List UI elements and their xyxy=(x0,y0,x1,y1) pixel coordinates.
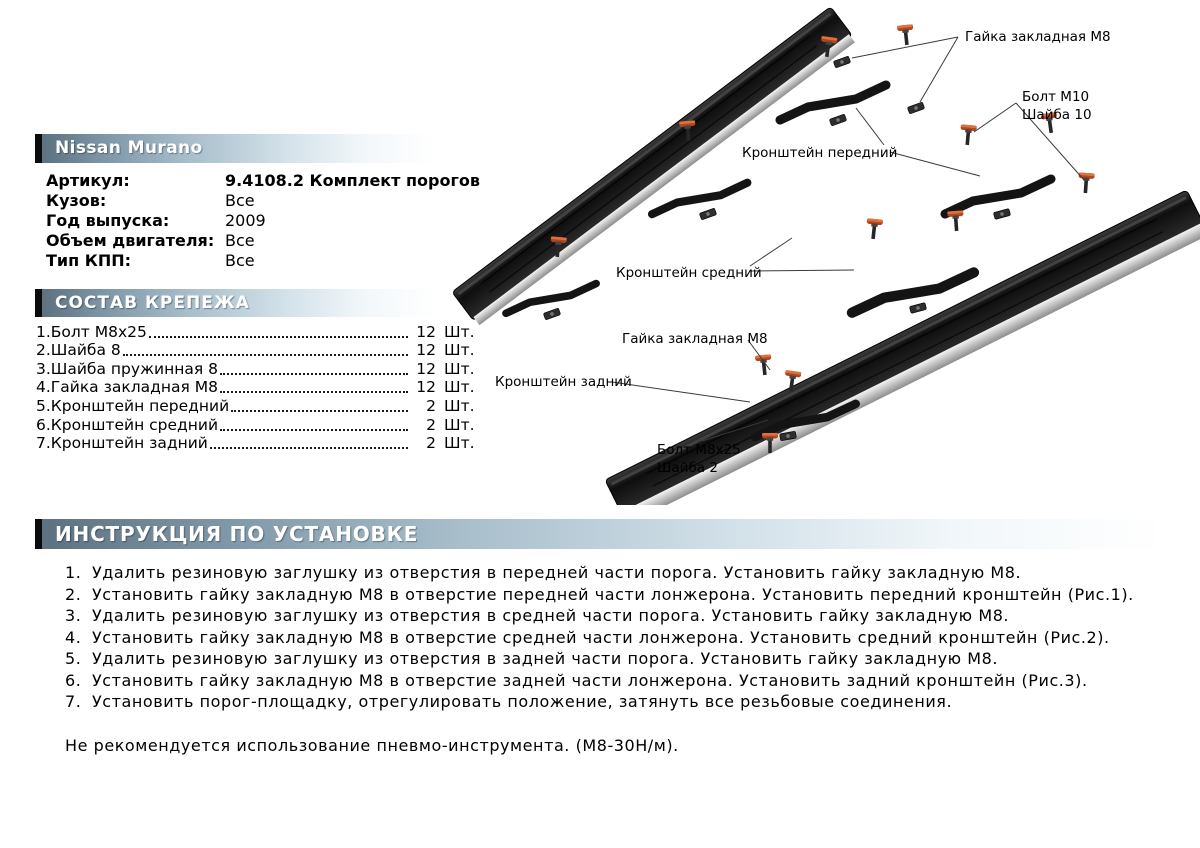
dotted-leader xyxy=(123,354,408,356)
instruction-step xyxy=(65,584,1165,606)
bracket-front-left xyxy=(780,85,886,120)
dotted-leader xyxy=(220,429,408,431)
part-unit: Шт. xyxy=(444,322,475,341)
dotted-leader xyxy=(220,373,408,375)
info-label: Тип КПП: xyxy=(46,251,132,270)
callout-bolt-m10: Болт М10 xyxy=(1022,89,1090,105)
callout-slot-nut-rear: Гайка закладная М8 xyxy=(622,331,768,347)
info-value: Все xyxy=(225,191,255,210)
step-number: 5. xyxy=(65,649,82,668)
instructions-title-bar xyxy=(35,519,1165,549)
step-text: Установить гайку закладную М8 в отверстие средней части лонжерона. Установить средний кронштейн (Рис.2). xyxy=(92,627,1110,647)
callout-bracket-front: Кронштейн передний xyxy=(742,145,898,161)
info-label: Год выпуска: xyxy=(46,211,170,230)
part-qty: 2 xyxy=(426,434,436,453)
part-unit: Шт. xyxy=(444,396,475,415)
parts-list-item xyxy=(36,341,480,360)
part-qty: 12 xyxy=(416,359,436,378)
part-unit: Шт. xyxy=(444,378,475,397)
info-value: Все xyxy=(225,231,255,250)
step-number: 1. xyxy=(65,563,82,582)
parts-title-bar xyxy=(35,289,435,317)
instruction-step xyxy=(65,691,1165,713)
torque-note: Не рекомендуется использование пневмо-инструмента. (М8-30Н/м). xyxy=(65,735,679,755)
parts-list-item xyxy=(36,434,480,453)
part-name: 3.Шайба пружинная 8 xyxy=(36,359,218,378)
callout-washer-2: Шайба 2 xyxy=(657,460,718,476)
diagram-illustration xyxy=(440,0,1200,505)
step-number: 4. xyxy=(65,627,82,647)
model-title-bar xyxy=(35,134,435,163)
part-name: 2.Шайба 8 xyxy=(36,341,121,360)
step-text: Установить гайку закладную М8 в отверстие передней части лонжерона. Установить передний кронштейн (Рис.1). xyxy=(92,584,1134,604)
part-unit: Шт. xyxy=(444,359,475,378)
part-unit: Шт. xyxy=(444,341,475,360)
info-row-transmission xyxy=(46,251,486,271)
part-qty: 12 xyxy=(416,322,436,341)
parts-list xyxy=(36,322,480,452)
dotted-leader xyxy=(149,336,408,338)
exploded-view-diagram xyxy=(440,0,1200,505)
callout-bracket-rear: Кронштейн задний xyxy=(495,374,632,390)
dotted-leader xyxy=(231,410,408,412)
info-value: 9.4108.2 Комплект порогов xyxy=(225,171,480,190)
callout-bracket-middle: Кронштейн средний xyxy=(616,265,762,281)
part-qty: 12 xyxy=(416,378,436,397)
part-unit: Шт. xyxy=(444,415,475,434)
dotted-leader xyxy=(210,447,408,449)
parts-list-item xyxy=(36,415,480,434)
model-title: Nissan Murano xyxy=(55,138,203,158)
bracket-middle-left xyxy=(652,183,747,215)
dotted-leader xyxy=(220,391,408,393)
parts-list-item xyxy=(36,359,480,378)
info-value: Все xyxy=(225,251,255,270)
instructions-title: ИНСТРУКЦИЯ ПО УСТАНОВКЕ xyxy=(55,522,419,546)
instruction-step xyxy=(65,605,1165,627)
callout-washer-10: Шайба 10 xyxy=(1022,107,1092,123)
instruction-step xyxy=(65,627,1165,649)
part-qty: 12 xyxy=(416,341,436,360)
part-qty: 2 xyxy=(426,415,436,434)
parts-list-item xyxy=(36,322,480,341)
vehicle-info-table xyxy=(46,171,486,271)
info-value: 2009 xyxy=(225,211,266,230)
callout-bolt-m8x25: Болт М8х25 xyxy=(657,442,741,458)
info-row-engine xyxy=(46,231,486,251)
bracket-front-right xyxy=(945,179,1051,214)
instruction-step xyxy=(65,562,1165,584)
part-name: 6.Кронштейн средний xyxy=(36,415,219,434)
part-name: 7.Кронштейн задний xyxy=(36,434,208,453)
instruction-step xyxy=(65,670,1165,692)
info-row-article xyxy=(46,171,486,191)
instruction-steps xyxy=(65,562,1165,755)
step-text: Удалить резиновую заглушку из отверстия в задней части порога. Установить гайку закладную М8. xyxy=(92,649,999,668)
part-name: 5.Кронштейн передний xyxy=(36,396,230,415)
step-text: Удалить резиновую заглушку из отверстия в средней части порога. Установить гайку закладную М8. xyxy=(92,606,1010,625)
step-number: 6. xyxy=(65,670,82,690)
info-label: Кузов: xyxy=(46,191,107,210)
info-label: Артикул: xyxy=(46,171,130,190)
step-text: Установить гайку закладную М8 в отверстие задней части лонжерона. Установить задний кронштейн (Рис.3). xyxy=(92,670,1088,690)
part-name: 1.Болт М8х25 xyxy=(36,322,147,341)
parts-list-item xyxy=(36,396,480,415)
step-number: 7. xyxy=(65,692,82,711)
part-qty: 2 xyxy=(426,396,436,415)
info-row-body xyxy=(46,191,486,211)
step-number: 3. xyxy=(65,606,82,625)
parts-list-item xyxy=(36,378,480,397)
callout-slot-nut-front: Гайка закладная М8 xyxy=(965,29,1111,45)
info-row-year xyxy=(46,211,486,231)
info-label: Объем двигателя: xyxy=(46,231,215,250)
step-number: 2. xyxy=(65,584,82,604)
instruction-step xyxy=(65,648,1165,670)
part-unit: Шт. xyxy=(444,434,475,453)
step-text: Установить порог-площадку, отрегулировать положение, затянуть все резьбовые соединения. xyxy=(92,692,953,711)
step-text: Удалить резиновую заглушку из отверстия в передней части порога. Установить гайку закладную М8. xyxy=(92,563,1022,582)
part-name: 4.Гайка закладная М8 xyxy=(36,378,218,397)
parts-title: СОСТАВ КРЕПЕЖА xyxy=(55,293,250,313)
